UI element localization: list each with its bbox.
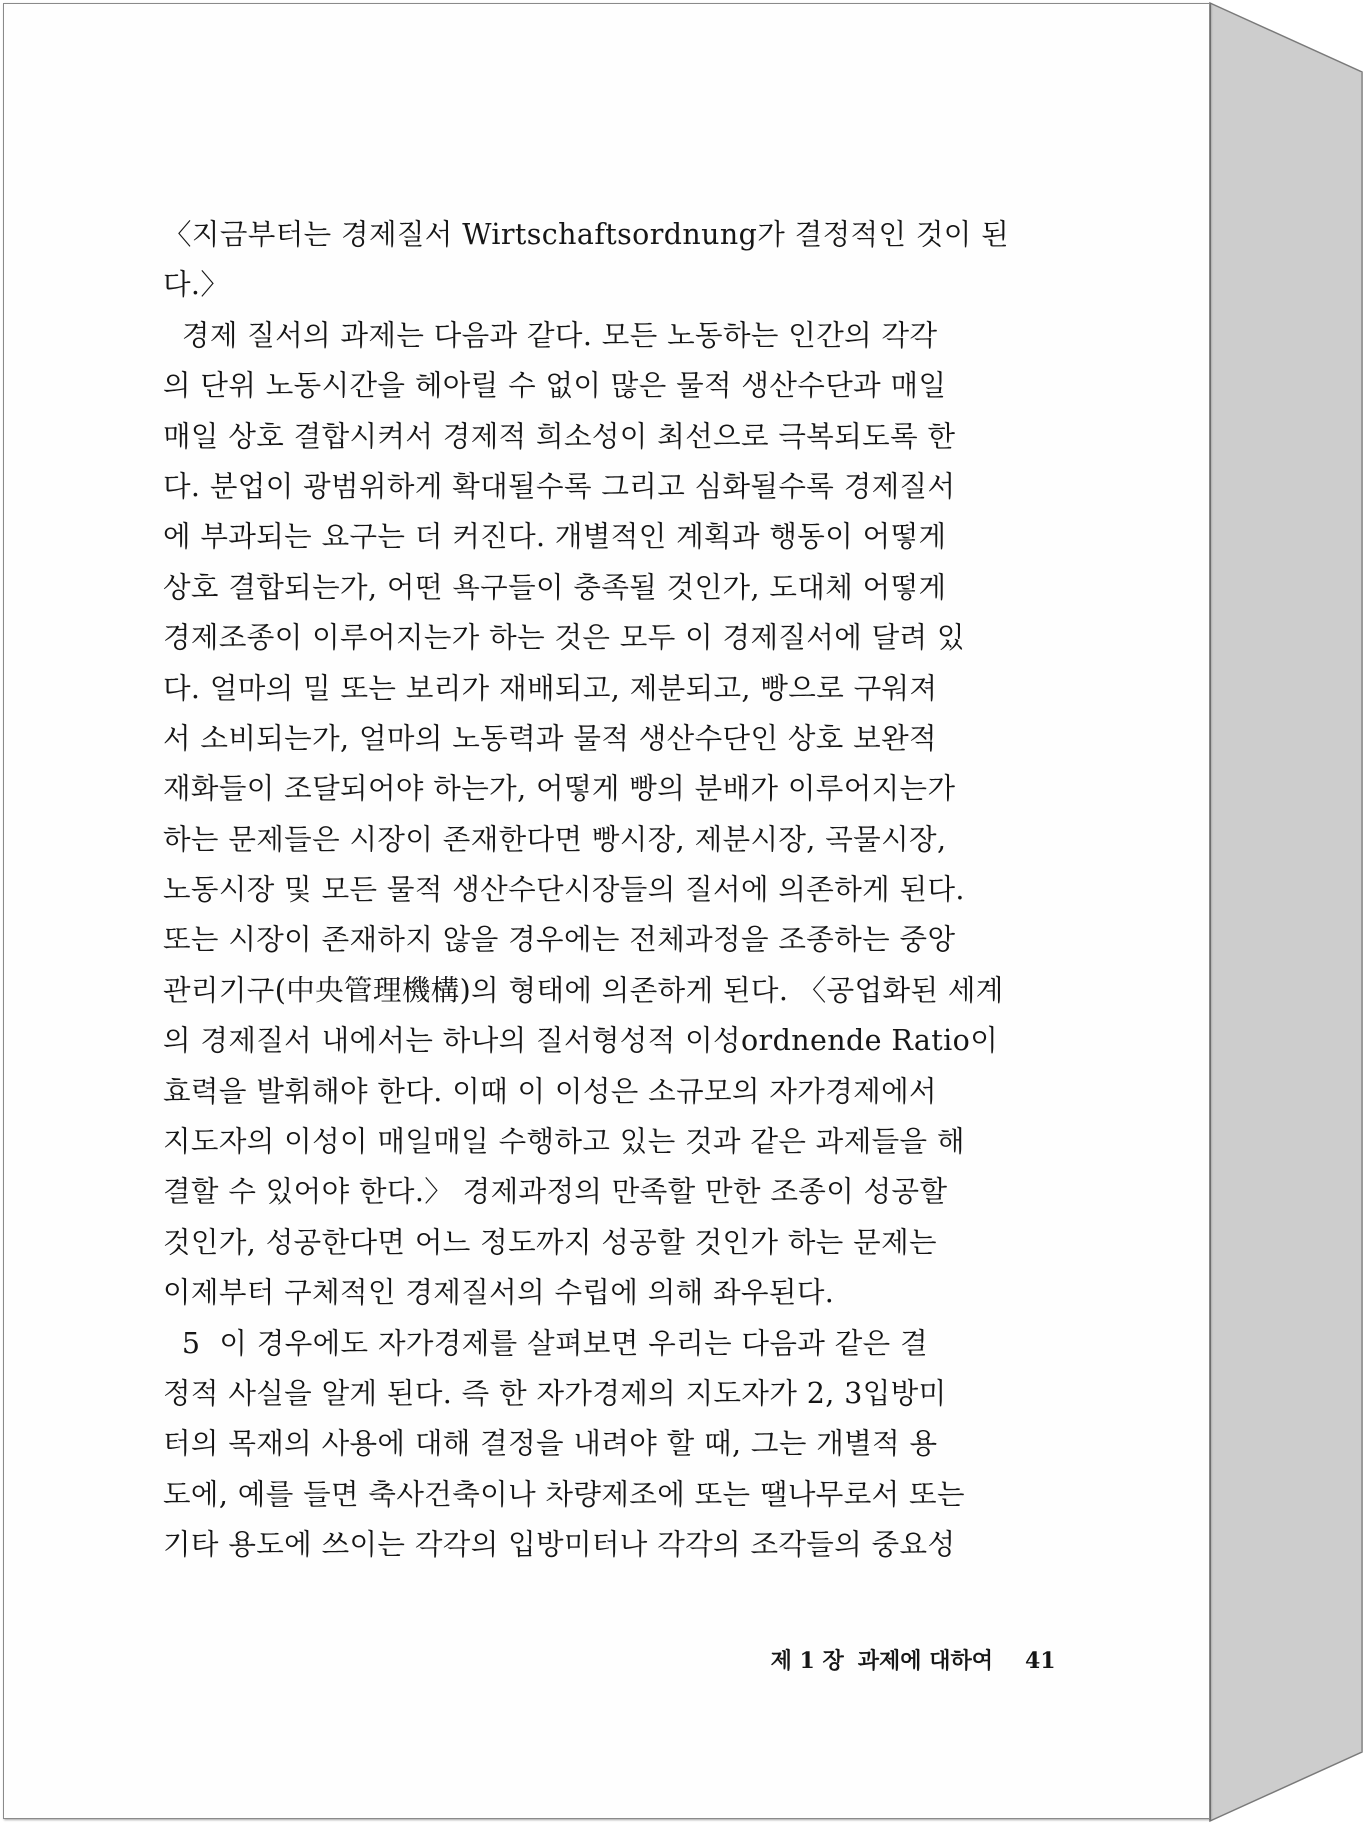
chapter-label: 제 1 장 [770, 1648, 844, 1674]
text-line: 터의 목재의 사용에 대해 결정을 내려야 할 때, 그는 개별적 용 [163, 1427, 938, 1461]
page-stack-edge [1210, 3, 1362, 1821]
text-line: 다.〉 [163, 268, 230, 302]
text-line: 〈지금부터는 경제질서 Wirtschaftsordnung가 결정적인 것이 된 [163, 218, 1010, 251]
text-line: 경제 질서의 과제는 다음과 같다. 모든 노동하는 인간의 각각 [163, 318, 938, 352]
text-line: 것인가, 성공한다면 어느 정도까지 성공할 것인가 하는 문제는 [163, 1225, 937, 1259]
text-line: 또는 시장이 존재하지 않을 경우에는 전체과정을 조종하는 중앙 [163, 923, 956, 957]
text-line: 다. 얼마의 밀 또는 보리가 재배되고, 제분되고, 빵으로 구워져 [163, 671, 938, 705]
text-line: 매일 상호 결합시켜서 경제적 희소성이 최선으로 극복되도록 한 [163, 419, 956, 453]
text-line: 효력을 발휘해야 한다. 이때 이 이성은 소규모의 자가경제에서 [163, 1074, 937, 1108]
text-line: 의 경제질서 내에서는 하나의 질서형성적 이성ordnende Ratio이 [163, 1024, 999, 1058]
text-line: 재화들이 조달되어야 하는가, 어떻게 빵의 분배가 이루어지는가 [163, 772, 956, 806]
text-line: 관리기구(中央管理機構)의 형태에 의존하게 된다. 〈공업화된 세계 [163, 973, 1004, 1007]
text-line: 이제부터 구체적인 경제질서의 수립에 의해 좌우된다. [163, 1276, 835, 1310]
text-line: 상호 결합되는가, 어떤 욕구들이 충족될 것인가, 도대체 어떻게 [163, 570, 947, 604]
text-line: 결할 수 있어야 한다.〉 경제과정의 만족할 만한 조종이 성공할 [163, 1175, 948, 1209]
page-number: 41 [1024, 1648, 1056, 1674]
text-line: 정적 사실을 알게 된다. 즉 한 자가경제의 지도자가 2, 3입방미 [163, 1376, 947, 1410]
text-line: 의 단위 노동시간을 헤아릴 수 없이 많은 물적 생산수단과 매일 [163, 369, 947, 403]
text-line: 5 이 경우에도 자가경제를 살펴보면 우리는 다음과 같은 결 [163, 1326, 928, 1360]
text-line: 경제조종이 이루어지는가 하는 것은 모두 이 경제질서에 달려 있 [163, 621, 965, 655]
text-line: 도에, 예를 들면 축사건축이나 차량제조에 또는 땔나무로서 또는 [163, 1477, 965, 1511]
text-line: 기타 용도에 쓰이는 각각의 입방미터나 각각의 조각들의 중요성 [163, 1528, 956, 1562]
chapter-title: 과제에 대하여 [857, 1648, 993, 1674]
text-line: 지도자의 이성이 매일매일 수행하고 있는 것과 같은 과제들을 해 [163, 1125, 965, 1159]
text-line: 다. 분업이 광범위하게 확대될수록 그리고 심화될수록 경제질서 [163, 469, 956, 503]
running-footer [740, 1601, 1056, 1674]
body-text [163, 210, 1060, 1571]
text-line: 하는 문제들은 시장이 존재한다면 빵시장, 제분시장, 곡물시장, [163, 822, 947, 856]
text-line: 에 부과되는 요구는 더 커진다. 개별적인 계획과 행동이 어떻게 [163, 520, 947, 554]
text-line: 노동시장 및 모든 물적 생산수단시장들의 질서에 의존하게 된다. [163, 873, 965, 907]
text-line: 서 소비되는가, 얼마의 노동력과 물적 생산수단인 상호 보완적 [163, 721, 937, 755]
